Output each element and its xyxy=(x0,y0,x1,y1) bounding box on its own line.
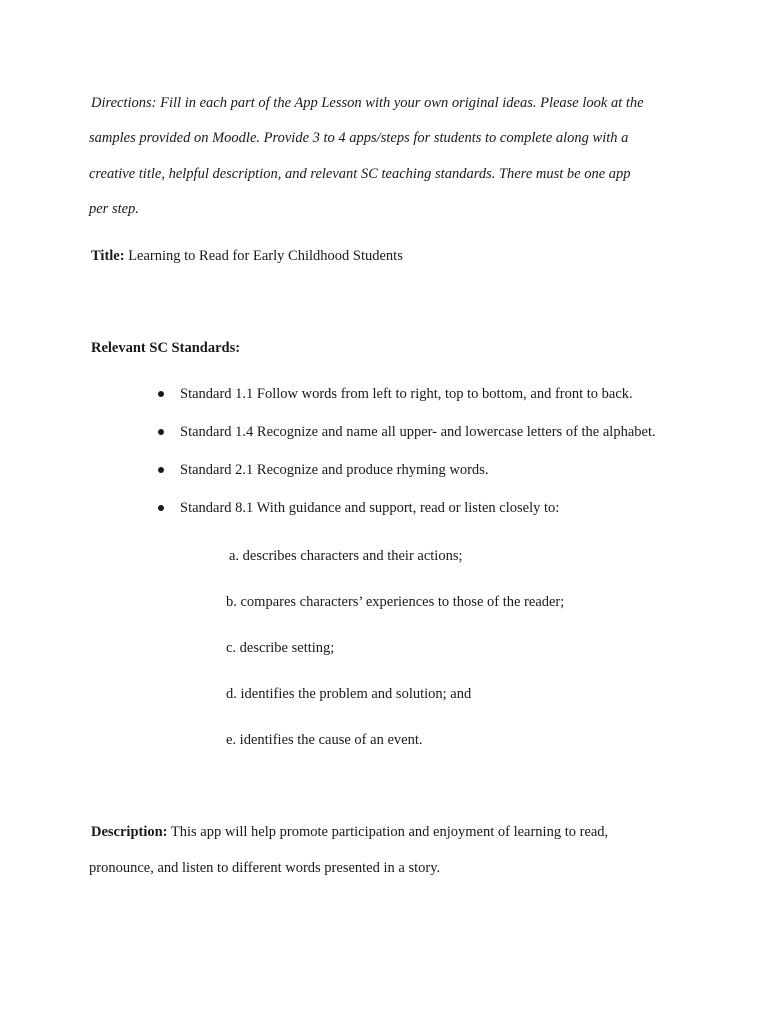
directions-line: Directions: Fill in each part of the App Lesson with your own original ideas. Please look at the xyxy=(91,95,644,111)
standard-item: Standard 8.1 With guidance and support, read or listen closely to: xyxy=(180,500,560,516)
standard-subitem: a. describes characters and their actions; xyxy=(229,548,463,564)
directions-line: creative title, helpful description, and relevant SC teaching standards. There must be one app xyxy=(89,166,631,182)
standards-heading: Relevant SC Standards: xyxy=(91,340,241,356)
directions-line: per step. xyxy=(89,201,139,217)
description-line: pronounce, and listen to different words presented in a story. xyxy=(89,860,441,876)
bullet-icon xyxy=(158,505,164,511)
bullet-icon xyxy=(158,391,164,397)
description-text: This app will help promote participation and enjoyment of learning to read, xyxy=(170,824,609,840)
lesson-title xyxy=(91,247,403,265)
title-label: Title: xyxy=(91,248,125,264)
bullet-icon xyxy=(158,429,164,435)
description-label: Description: xyxy=(91,824,168,840)
directions-line: samples provided on Moodle. Provide 3 to 4 apps/steps for students to complete along with a xyxy=(89,130,629,146)
standard-subitem: d. identifies the problem and solution; and xyxy=(226,686,472,702)
description-line xyxy=(91,823,608,841)
bullet-icon xyxy=(158,467,164,473)
standard-subitem: e. identifies the cause of an event. xyxy=(226,732,423,748)
standard-item: Standard 2.1 Recognize and produce rhyming words. xyxy=(180,462,489,478)
standard-subitem: b. compares characters’ experiences to those of the reader; xyxy=(226,594,565,610)
standard-subitem: c. describe setting; xyxy=(226,640,335,656)
standard-item: Standard 1.1 Follow words from left to right, top to bottom, and front to back. xyxy=(180,386,633,402)
title-value: Learning to Read for Early Childhood Students xyxy=(128,248,403,264)
standard-item: Standard 1.4 Recognize and name all upper- and lowercase letters of the alphabet. xyxy=(180,424,656,440)
